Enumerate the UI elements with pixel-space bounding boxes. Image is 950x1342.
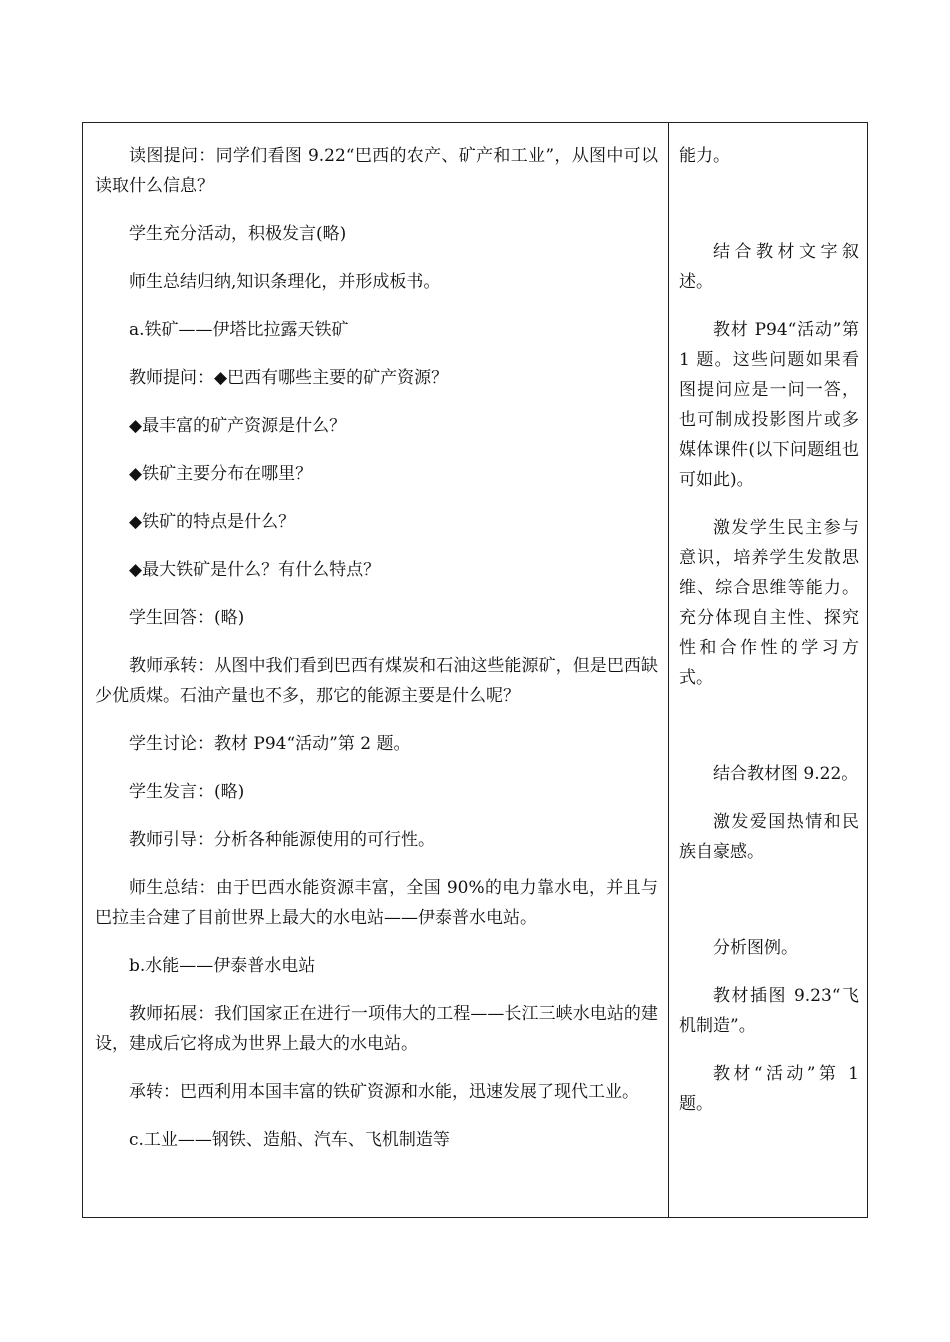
left-paragraph: 学生发言：(略)	[129, 782, 245, 802]
left-paragraph: ◆铁矿主要分布在哪里？	[129, 464, 313, 484]
left-paragraph: c.工业——钢铁、造船、汽车、飞机制造等	[129, 1130, 450, 1150]
right-paragraph: 结合教材图 9.22。	[713, 764, 859, 784]
left-paragraph: 读图提问：同学们看图 9.22“巴西的农产、矿产和工业”，从图中可以读取什么信息？	[95, 146, 658, 196]
teaching-process-column	[95, 141, 658, 1173]
right-paragraph: 结合教材文字叙述。	[679, 242, 859, 292]
column-divider	[668, 123, 669, 1217]
design-intent-column	[679, 141, 859, 1119]
left-paragraph: ◆铁矿的特点是什么？	[129, 512, 296, 532]
left-paragraph: 学生讨论：教材 P94“活动”第 2 题。	[129, 734, 411, 754]
right-paragraph: 能力。	[679, 146, 730, 166]
left-paragraph: 教师引导：分析各种能源使用的可行性。	[129, 830, 435, 850]
right-paragraph: 激发学生民主参与意识，培养学生发散思维、综合思维等能力。充分体现自主性、探究性和合作性的学习方式。	[679, 518, 859, 688]
right-paragraph: 教材 P94“活动”第 1 题。这些问题如果看图提问应是一问一答，也可制成投影图片或多媒体课件(以下问题组也可如此)。	[679, 320, 859, 490]
left-paragraph: 教师提问：◆巴西有哪些主要的矿产资源？	[129, 368, 449, 388]
right-paragraph: 激发爱国热情和民族自豪感。	[679, 812, 859, 862]
right-paragraph: 教材“活动”第 1 题。	[679, 1064, 859, 1114]
right-paragraph: 教材插图 9.23“飞机制造”。	[679, 986, 859, 1036]
left-paragraph: ◆最丰富的矿产资源是什么？	[129, 416, 347, 436]
left-paragraph: 承转：巴西利用本国丰富的铁矿资源和水能，迅速发展了现代工业。	[129, 1082, 639, 1102]
left-paragraph: 学生回答：(略)	[129, 608, 245, 628]
left-paragraph: 学生充分活动，积极发言(略)	[129, 224, 347, 244]
left-paragraph: ◆最大铁矿是什么？有什么特点？	[129, 560, 381, 580]
left-paragraph: 师生总结归纳,知识条理化，并形成板书。	[129, 272, 441, 292]
left-paragraph: b.水能——伊泰普水电站	[129, 956, 316, 976]
lesson-table	[82, 122, 868, 1218]
left-paragraph: a.铁矿——伊塔比拉露天铁矿	[129, 320, 349, 340]
left-paragraph: 教师拓展：我们国家正在进行一项伟大的工程——长江三峡水电站的建设，建成后它将成为世界上最大的水电站。	[95, 1004, 658, 1054]
right-paragraph: 分析图例。	[713, 938, 798, 958]
left-paragraph: 教师承转：从图中我们看到巴西有煤炭和石油这些能源矿，但是巴西缺少优质煤。石油产量也不多，那它的能源主要是什么呢？	[95, 656, 658, 706]
left-paragraph: 师生总结：由于巴西水能资源丰富，全国 90%的电力靠水电，并且与巴拉圭合建了目前世界上最大的水电站——伊泰普水电站。	[95, 878, 658, 928]
